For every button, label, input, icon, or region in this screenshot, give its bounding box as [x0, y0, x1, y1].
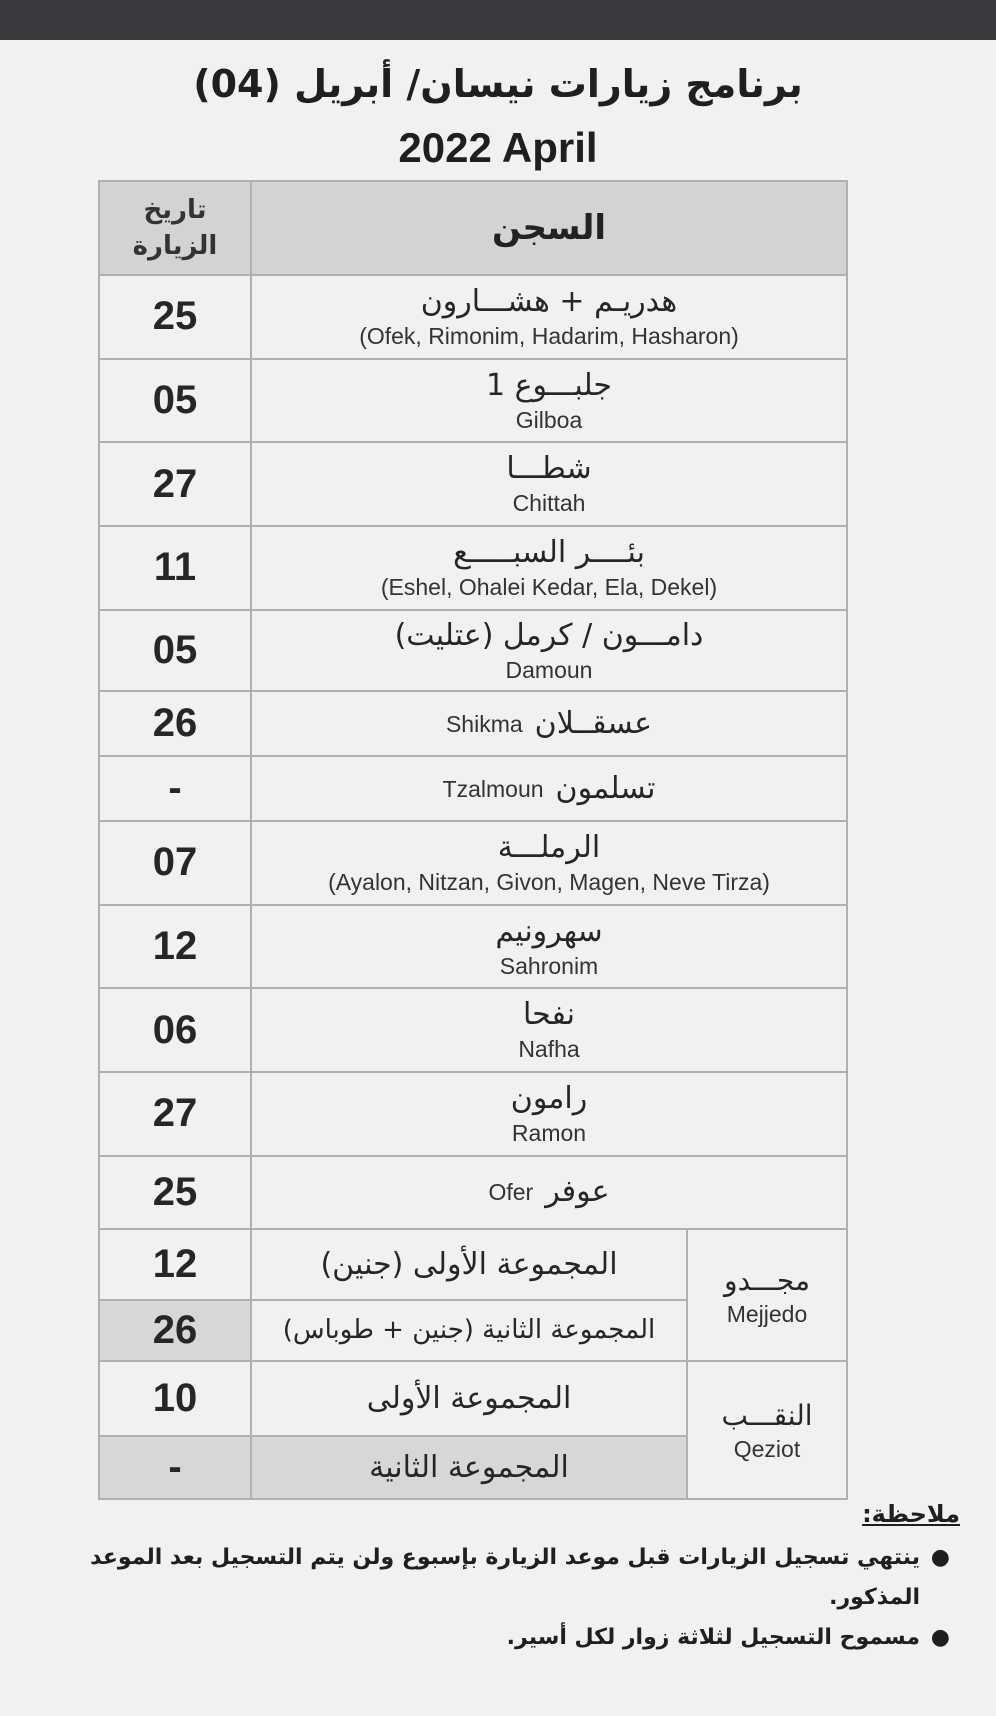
prison-name-ar: جلبـــوع 1	[486, 367, 612, 403]
visit-date: 06	[99, 988, 251, 1072]
table-row-group	[99, 1361, 847, 1436]
table-row	[99, 756, 847, 821]
prison-name-en: Shikma	[445, 710, 523, 737]
prison-cell	[251, 821, 847, 905]
visit-date: 10	[99, 1361, 251, 1436]
prison-name-ar: شطـــا	[506, 451, 592, 487]
visit-date: -	[99, 756, 251, 821]
table-row	[99, 275, 847, 359]
notes-section	[30, 1500, 960, 1658]
region-cell-mejjedo	[687, 1229, 847, 1361]
visit-date: 11	[99, 526, 251, 610]
region-name-en: Mejjedo	[726, 1301, 808, 1328]
table-row	[99, 905, 847, 989]
visit-date: 25	[99, 275, 251, 359]
prison-name-en: Ramon	[511, 1119, 587, 1146]
visit-date-header	[99, 181, 251, 275]
region-name-en: Qeziot	[733, 1436, 801, 1463]
prison-name-ar: بئــــر السبـــــع	[453, 534, 645, 570]
prison-name-ar: تسلمون	[555, 770, 656, 806]
region-cell-naqab	[687, 1361, 847, 1499]
prison-name-en: (Eshel, Ohalei Kedar, Ela, Dekel)	[380, 573, 718, 600]
prison-name-ar: الرملـــة	[497, 829, 601, 865]
notes-title: ملاحظة:	[862, 1500, 960, 1528]
table-row	[99, 359, 847, 443]
prison-name-en: (Ayalon, Nitzan, Givon, Magen, Neve Tirza)	[328, 868, 770, 895]
group-name: المجموعة الأولى	[251, 1361, 687, 1436]
page-title: برنامج زيارات نيسان/ أبريل (04)	[193, 62, 803, 106]
visit-schedule-table	[98, 180, 848, 1500]
visit-date: 27	[99, 1072, 251, 1156]
group-name: المجموعة الثانية (جنين + طوباس)	[251, 1300, 687, 1361]
list-item	[30, 1618, 950, 1658]
table-row	[99, 1156, 847, 1229]
prison-cell	[251, 275, 847, 359]
prison-name-ar: رامون	[510, 1080, 588, 1116]
prison-name-en: Tzalmoun	[442, 775, 544, 802]
group-name: المجموعة الثانية	[251, 1436, 687, 1499]
table-row	[99, 610, 847, 692]
note-text: مسموح التسجيل لثلاثة زوار لكل أسير.	[506, 1625, 920, 1650]
prison-cell	[251, 359, 847, 443]
visit-date-header-line2: الزيارة	[132, 231, 218, 262]
prison-name-en: (Ofek, Rimonim, Hadarim, Hasharon)	[359, 322, 739, 349]
group-name: المجموعة الأولى (جنين)	[251, 1229, 687, 1300]
table-row	[99, 526, 847, 610]
visit-date: 12	[99, 1229, 251, 1300]
table-row	[99, 821, 847, 905]
prison-name-ar: دامـــون / كرمل (عتليت)	[394, 617, 704, 653]
prison-name-en: Chittah	[512, 490, 586, 517]
prison-name-inline	[252, 705, 846, 743]
visit-date: 05	[99, 610, 251, 692]
visit-date-header-line1: تاريخ	[143, 195, 207, 226]
prison-cell	[251, 1072, 847, 1156]
prison-cell	[251, 905, 847, 989]
notes-list	[30, 1538, 960, 1658]
visit-date: 07	[99, 821, 251, 905]
prison-cell	[251, 988, 847, 1072]
prison-name-ar: عوفر	[545, 1174, 610, 1210]
prison-cell	[251, 691, 847, 756]
page-subtitle: 2022 April	[398, 124, 598, 171]
table-row	[99, 988, 847, 1072]
table-row	[99, 691, 847, 756]
prison-name-en: Sahronim	[499, 952, 599, 979]
table-row	[99, 442, 847, 526]
visit-date: 05	[99, 359, 251, 443]
note-text: ينتهي تسجيل الزيارات قبل موعد الزيارة بإسبوع ولن يتم التسجيل بعد الموعد المذكور.	[90, 1545, 920, 1610]
visit-date: 12	[99, 905, 251, 989]
prison-name-en: Ofer	[488, 1179, 534, 1206]
visit-date: 26	[99, 1300, 251, 1361]
prison-name-inline	[252, 1173, 846, 1211]
prison-name-en: Gilboa	[515, 406, 583, 433]
visit-date: 26	[99, 691, 251, 756]
prison-cell	[251, 1156, 847, 1229]
prison-name-ar: هدريـم + هشـــارون	[420, 283, 678, 319]
prison-name-inline	[252, 770, 846, 808]
table-row	[99, 1072, 847, 1156]
table-header-row	[99, 181, 847, 275]
visit-date: -	[99, 1436, 251, 1499]
prison-name-ar: عسقــلان	[534, 705, 653, 741]
prison-name-en: Nafha	[518, 1036, 580, 1063]
visit-date: 25	[99, 1156, 251, 1229]
prison-cell	[251, 442, 847, 526]
list-item	[30, 1538, 950, 1618]
table-row-group	[99, 1229, 847, 1300]
region-name-ar: مجـــدو	[724, 1264, 810, 1298]
prison-cell	[251, 526, 847, 610]
prison-cell	[251, 610, 847, 692]
region-name-ar: النقـــب	[721, 1399, 813, 1433]
bullet-icon: ●	[930, 1625, 950, 1650]
visit-date: 27	[99, 442, 251, 526]
bullet-icon: ●	[930, 1545, 950, 1570]
prison-name-ar: سهرونيم	[495, 913, 603, 949]
prison-name-ar: نفحا	[522, 997, 576, 1033]
prison-name-en: Damoun	[505, 656, 593, 683]
prison-header: السجن	[251, 181, 847, 275]
prison-cell	[251, 756, 847, 821]
